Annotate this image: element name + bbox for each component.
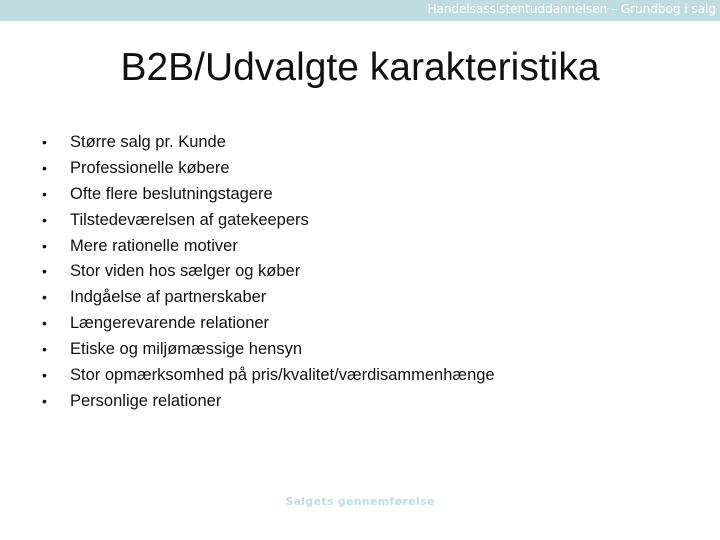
bullet-text: Større salg pr. Kunde [70, 133, 226, 151]
bullet-dot-icon: • [42, 237, 47, 254]
list-item [42, 130, 495, 156]
bullet-dot-icon: • [42, 263, 47, 280]
list-item [42, 337, 495, 363]
bullet-text: Personlige relationer [70, 391, 222, 410]
list-item [42, 285, 495, 311]
bullet-dot-icon: • [42, 185, 47, 202]
list-item [42, 311, 495, 337]
slide-title: B2B/Udvalgte karakteristika [120, 46, 600, 89]
bullet-dot-icon: • [42, 289, 47, 306]
bullet-text: Professionelle købere [70, 158, 230, 177]
bullet-list [42, 130, 495, 415]
bullet-text: Ofte flere beslutningstagere [70, 184, 273, 203]
bullet-text: Etiske og miljømæssige hensyn [70, 340, 302, 359]
bullet-text: Stor viden hos sælger og køber [70, 262, 301, 281]
bullet-text: Indgåelse af partnerskaber [70, 288, 267, 307]
bullet-dot-icon: • [42, 392, 47, 409]
bullet-dot-icon: • [42, 211, 47, 228]
bullet-text: Tilstedeværelsen af gatekeepers [70, 210, 309, 229]
list-item [42, 363, 495, 389]
footer-text: Salgets gennemførelse [285, 495, 435, 508]
bullet-text: Længerevarende relationer [70, 314, 270, 333]
bullet-dot-icon: • [42, 367, 47, 384]
header-text: Handelsassistentuddannelsen – Grundbog i salg [427, 2, 716, 16]
bullet-dot-icon: • [42, 159, 47, 176]
list-item [42, 182, 495, 208]
list-item [42, 156, 495, 182]
bullet-text: Mere rationelle motiver [70, 236, 238, 255]
list-item [42, 389, 495, 415]
list-item [42, 259, 495, 285]
list-item [42, 208, 495, 234]
list-item [42, 234, 495, 260]
bullet-dot-icon: • [42, 134, 47, 150]
header-bar [0, 0, 720, 21]
bullet-dot-icon: • [42, 341, 47, 358]
bullet-dot-icon: • [42, 315, 47, 332]
bullet-text: Stor opmærksomhed på pris/kvalitet/værdisammenhænge [70, 366, 495, 385]
